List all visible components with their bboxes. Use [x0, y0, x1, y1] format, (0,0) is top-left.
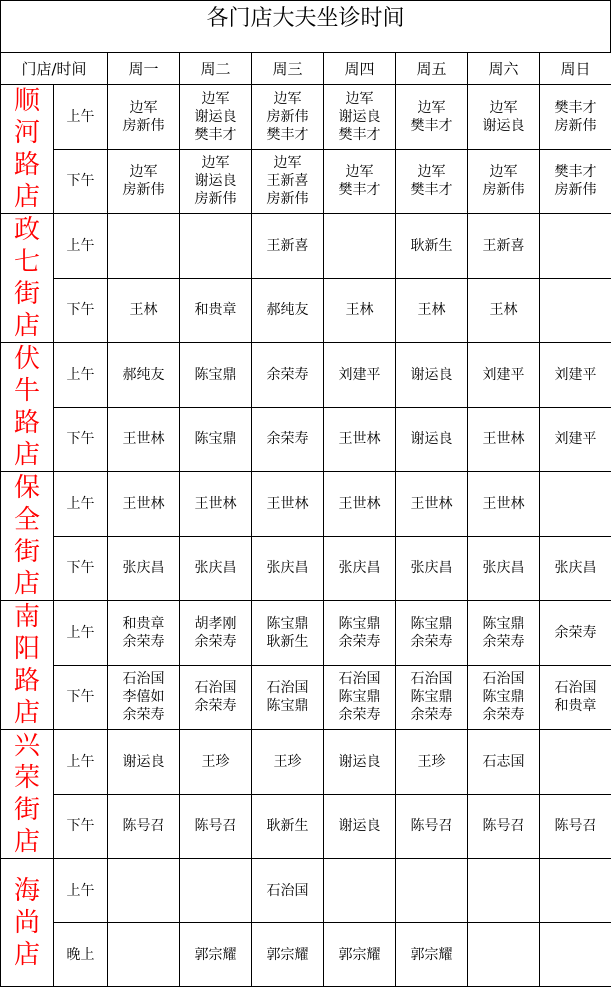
schedule-cell: [540, 278, 611, 343]
schedule-cell: [324, 665, 396, 730]
doctor-name: 谢运良: [396, 430, 467, 448]
schedule-cell: [108, 859, 180, 923]
doctor-name: 石治国: [324, 670, 395, 688]
doctor-name: 余荣寿: [468, 706, 539, 724]
doctor-name: 王世林: [108, 495, 179, 513]
schedule-cell: [252, 472, 324, 537]
doctor-name: 郝纯友: [108, 366, 179, 384]
doctor-name: 石志国: [468, 753, 539, 771]
schedule-cell: [540, 214, 611, 279]
doctor-name: 谢运良: [324, 108, 395, 126]
doctor-name: 房新伟: [540, 181, 611, 199]
time-slot-label: 下午: [54, 794, 108, 859]
doctor-name: 张庆昌: [396, 559, 467, 577]
doctor-name: 边军: [108, 163, 179, 181]
schedule-cell: [540, 794, 611, 859]
schedule-cell: [540, 472, 611, 537]
schedule-cell: [396, 343, 468, 408]
schedule-cell: [396, 859, 468, 923]
schedule-cell: [180, 407, 252, 472]
doctor-name: 陈宝鼎: [252, 615, 323, 633]
doctor-name: 樊丰才: [252, 126, 323, 144]
doctor-name: 樊丰才: [180, 126, 251, 144]
doctor-name: 谢运良: [180, 108, 251, 126]
doctor-name: 边军: [468, 99, 539, 117]
doctor-name: 樊丰才: [540, 163, 611, 181]
doctor-name: 王新喜: [252, 172, 323, 190]
doctor-name: 王世林: [324, 495, 395, 513]
schedule-cell: [468, 343, 540, 408]
schedule-cell: [108, 923, 180, 987]
doctor-name: 边军: [396, 163, 467, 181]
schedule-row: [1, 665, 611, 730]
schedule-cell: [396, 665, 468, 730]
store-name: 政七街店: [1, 214, 54, 343]
doctor-name: 陈宝鼎: [252, 697, 323, 715]
schedule-cell: [324, 472, 396, 537]
day-header: 周日: [540, 53, 611, 85]
time-slot-label: 上午: [54, 472, 108, 537]
schedule-cell: [396, 536, 468, 601]
schedule-row: [1, 214, 611, 279]
doctor-name: 王新喜: [468, 237, 539, 255]
schedule-cell: [252, 923, 324, 987]
schedule-cell: [108, 665, 180, 730]
doctor-name: 边军: [180, 90, 251, 108]
schedule-row: [1, 730, 611, 795]
doctor-name: 边军: [252, 154, 323, 172]
doctor-name: 和贵章: [108, 615, 179, 633]
schedule-row: [1, 149, 611, 214]
schedule-cell: [252, 601, 324, 666]
doctor-name: 陈宝鼎: [180, 430, 251, 448]
time-slot-label: 上午: [54, 85, 108, 150]
schedule-cell: [108, 214, 180, 279]
doctor-name: 郭宗耀: [396, 946, 467, 964]
schedule-cell: [252, 149, 324, 214]
doctor-name: 陈宝鼎: [324, 615, 395, 633]
schedule-cell: [540, 407, 611, 472]
time-slot-label: 上午: [54, 214, 108, 279]
corner-header: 门店/时间: [1, 53, 108, 85]
schedule-cell: [540, 859, 611, 923]
schedule-cell: [324, 149, 396, 214]
schedule-cell: [468, 665, 540, 730]
doctor-name: 王世林: [180, 495, 251, 513]
schedule-cell: [468, 472, 540, 537]
schedule-cell: [540, 665, 611, 730]
schedule-cell: [108, 85, 180, 150]
time-slot-label: 下午: [54, 665, 108, 730]
doctor-name: 陈宝鼎: [468, 688, 539, 706]
doctor-name: 张庆昌: [252, 559, 323, 577]
schedule-cell: [324, 343, 396, 408]
doctor-name: 和贵章: [180, 301, 251, 319]
doctor-name: 余荣寿: [396, 706, 467, 724]
schedule-cell: [252, 407, 324, 472]
doctor-name: 余荣寿: [324, 633, 395, 651]
schedule-cell: [396, 407, 468, 472]
doctor-name: 王林: [108, 301, 179, 319]
schedule-cell: [324, 407, 396, 472]
doctor-name: 边军: [252, 90, 323, 108]
schedule-cell: [468, 859, 540, 923]
schedule-cell: [468, 407, 540, 472]
schedule-cell: [540, 85, 611, 150]
doctor-name: 边军: [324, 163, 395, 181]
doctor-name: 耿新生: [396, 237, 467, 255]
schedule-cell: [108, 407, 180, 472]
doctor-name: 石治国: [252, 882, 323, 900]
schedule-cell: [180, 859, 252, 923]
doctor-name: 郭宗耀: [252, 946, 323, 964]
doctor-name: 陈宝鼎: [396, 615, 467, 633]
schedule-cell: [468, 536, 540, 601]
schedule-cell: [180, 214, 252, 279]
doctor-name: 刘建平: [540, 430, 611, 448]
schedule-cell: [396, 794, 468, 859]
doctor-name: 余荣寿: [468, 633, 539, 651]
schedule-cell: [468, 278, 540, 343]
time-slot-label: 上午: [54, 601, 108, 666]
schedule-cell: [180, 601, 252, 666]
doctor-name: 樊丰才: [324, 126, 395, 144]
doctor-name: 谢运良: [324, 753, 395, 771]
day-header: 周六: [468, 53, 540, 85]
schedule-cell: [252, 343, 324, 408]
doctor-name: 王林: [468, 301, 539, 319]
schedule-cell: [540, 730, 611, 795]
schedule-cell: [468, 794, 540, 859]
schedule-cell: [324, 278, 396, 343]
doctor-name: 边军: [108, 99, 179, 117]
doctor-name: 房新伟: [468, 181, 539, 199]
schedule-cell: [252, 665, 324, 730]
schedule-cell: [108, 149, 180, 214]
doctor-name: 余荣寿: [396, 633, 467, 651]
time-slot-label: 下午: [54, 407, 108, 472]
doctor-name: 陈号召: [108, 817, 179, 835]
schedule-cell: [396, 730, 468, 795]
doctor-name: 王世林: [252, 495, 323, 513]
schedule-cell: [108, 794, 180, 859]
schedule-row: [1, 472, 611, 537]
doctor-name: 余荣寿: [108, 633, 179, 651]
doctor-name: 王世林: [396, 495, 467, 513]
doctor-name: 余荣寿: [180, 697, 251, 715]
day-header: 周四: [324, 53, 396, 85]
schedule-body: [1, 85, 611, 987]
schedule-cell: [324, 794, 396, 859]
schedule-row: [1, 343, 611, 408]
schedule-row: [1, 536, 611, 601]
doctor-name: 边军: [468, 163, 539, 181]
time-slot-label: 下午: [54, 149, 108, 214]
doctor-name: 刘建平: [540, 366, 611, 384]
doctor-name: 郭宗耀: [180, 946, 251, 964]
schedule-cell: [108, 278, 180, 343]
schedule-row: [1, 923, 611, 987]
schedule-cell: [540, 601, 611, 666]
doctor-name: 谢运良: [108, 753, 179, 771]
schedule-cell: [108, 601, 180, 666]
doctor-name: 樊丰才: [396, 117, 467, 135]
doctor-name: 余荣寿: [540, 624, 611, 642]
doctor-name: 余荣寿: [252, 430, 323, 448]
doctor-name: 石治国: [396, 670, 467, 688]
doctor-name: 樊丰才: [396, 181, 467, 199]
store-name: 南阳路店: [1, 601, 54, 730]
doctor-name: 余荣寿: [180, 633, 251, 651]
schedule-cell: [324, 601, 396, 666]
schedule-row: [1, 407, 611, 472]
time-slot-label: 上午: [54, 859, 108, 923]
schedule-cell: [252, 278, 324, 343]
schedule-cell: [468, 85, 540, 150]
schedule-cell: [180, 536, 252, 601]
schedule-row: [1, 794, 611, 859]
schedule-cell: [396, 85, 468, 150]
doctor-name: 陈宝鼎: [396, 688, 467, 706]
schedule-cell: [108, 536, 180, 601]
schedule-cell: [252, 859, 324, 923]
doctor-name: 张庆昌: [540, 559, 611, 577]
doctor-name: 耿新生: [252, 817, 323, 835]
schedule-cell: [396, 214, 468, 279]
schedule-cell: [468, 601, 540, 666]
time-slot-label: 下午: [54, 278, 108, 343]
schedule-cell: [180, 149, 252, 214]
schedule-cell: [468, 730, 540, 795]
schedule-row: [1, 601, 611, 666]
schedule-cell: [396, 472, 468, 537]
doctor-name: 王世林: [468, 495, 539, 513]
schedule-cell: [540, 149, 611, 214]
doctor-name: 房新伟: [108, 117, 179, 135]
schedule-cell: [324, 536, 396, 601]
doctor-name: 边军: [180, 154, 251, 172]
schedule-cell: [252, 85, 324, 150]
doctor-name: 谢运良: [468, 117, 539, 135]
store-name: 海尚店: [1, 859, 54, 987]
schedule-cell: [180, 665, 252, 730]
schedule-cell: [540, 923, 611, 987]
schedule-cell: [324, 859, 396, 923]
doctor-name: 王世林: [468, 430, 539, 448]
doctor-name: 王珍: [396, 753, 467, 771]
doctor-name: 谢运良: [396, 366, 467, 384]
doctor-name: 余荣寿: [108, 706, 179, 724]
day-header: 周五: [396, 53, 468, 85]
doctor-name: 和贵章: [540, 697, 611, 715]
time-slot-label: 下午: [54, 536, 108, 601]
doctor-name: 刘建平: [324, 366, 395, 384]
doctor-name: 谢运良: [180, 172, 251, 190]
day-header: 周三: [252, 53, 324, 85]
doctor-name: 樊丰才: [324, 181, 395, 199]
doctor-name: 余荣寿: [252, 366, 323, 384]
doctor-name: 房新伟: [180, 190, 251, 208]
doctor-name: 郭宗耀: [324, 946, 395, 964]
doctor-name: 房新伟: [252, 190, 323, 208]
doctor-name: 王新喜: [252, 237, 323, 255]
doctor-name: 郝纯友: [252, 301, 323, 319]
schedule-cell: [180, 730, 252, 795]
doctor-name: 张庆昌: [180, 559, 251, 577]
schedule-cell: [324, 214, 396, 279]
header-row: [1, 53, 611, 85]
sheet-title: 各门店大夫坐诊时间: [0, 0, 611, 52]
schedule-cell: [108, 730, 180, 795]
store-name: 顺河路店: [1, 85, 54, 214]
schedule-cell: [252, 536, 324, 601]
doctor-name: 石治国: [540, 679, 611, 697]
store-name: 伏牛路店: [1, 343, 54, 472]
doctor-name: 王林: [324, 301, 395, 319]
schedule-cell: [252, 730, 324, 795]
doctor-name: 房新伟: [540, 117, 611, 135]
schedule-cell: [180, 472, 252, 537]
time-slot-label: 上午: [54, 343, 108, 408]
time-slot-label: 晚上: [54, 923, 108, 987]
doctor-name: 王世林: [324, 430, 395, 448]
doctor-name: 陈宝鼎: [324, 688, 395, 706]
schedule-cell: [180, 923, 252, 987]
doctor-name: 石治国: [468, 670, 539, 688]
doctor-name: 石治国: [252, 679, 323, 697]
schedule-cell: [396, 923, 468, 987]
doctor-name: 房新伟: [108, 181, 179, 199]
store-name: 兴荣街店: [1, 730, 54, 859]
doctor-name: 李僖如: [108, 688, 179, 706]
schedule-cell: [252, 214, 324, 279]
doctor-name: 王珍: [180, 753, 251, 771]
schedule-cell: [396, 278, 468, 343]
schedule-cell: [468, 923, 540, 987]
schedule-cell: [540, 343, 611, 408]
doctor-name: 陈号召: [396, 817, 467, 835]
doctor-name: 胡孝刚: [180, 615, 251, 633]
doctor-name: 边军: [324, 90, 395, 108]
doctor-name: 张庆昌: [108, 559, 179, 577]
day-header: 周二: [180, 53, 252, 85]
doctor-name: 房新伟: [252, 108, 323, 126]
doctor-name: 刘建平: [468, 366, 539, 384]
schedule-row: [1, 85, 611, 150]
doctor-name: 陈宝鼎: [468, 615, 539, 633]
schedule-cell: [324, 730, 396, 795]
time-slot-label: 上午: [54, 730, 108, 795]
doctor-name: 陈号召: [540, 817, 611, 835]
doctor-name: 张庆昌: [324, 559, 395, 577]
doctor-name: 王世林: [108, 430, 179, 448]
schedule-cell: [252, 794, 324, 859]
doctor-name: 王林: [396, 301, 467, 319]
doctor-name: 余荣寿: [324, 706, 395, 724]
store-name: 保全街店: [1, 472, 54, 601]
doctor-name: 石治国: [108, 670, 179, 688]
schedule-cell: [540, 536, 611, 601]
schedule-cell: [180, 794, 252, 859]
schedule-cell: [108, 472, 180, 537]
schedule-cell: [324, 85, 396, 150]
schedule-table: [0, 52, 611, 987]
schedule-cell: [180, 85, 252, 150]
doctor-name: 王珍: [252, 753, 323, 771]
schedule-row: [1, 859, 611, 923]
doctor-name: 石治国: [180, 679, 251, 697]
doctor-name: 陈号召: [180, 817, 251, 835]
schedule-cell: [180, 343, 252, 408]
schedule-cell: [396, 601, 468, 666]
day-header: 周一: [108, 53, 180, 85]
doctor-name: 边军: [396, 99, 467, 117]
doctor-name: 谢运良: [324, 817, 395, 835]
schedule-cell: [396, 149, 468, 214]
doctor-name: 陈号召: [468, 817, 539, 835]
schedule-row: [1, 278, 611, 343]
doctor-name: 樊丰才: [540, 99, 611, 117]
schedule-cell: [468, 214, 540, 279]
doctor-name: 张庆昌: [468, 559, 539, 577]
doctor-name: 耿新生: [252, 633, 323, 651]
schedule-cell: [324, 923, 396, 987]
schedule-cell: [180, 278, 252, 343]
schedule-cell: [468, 149, 540, 214]
schedule-cell: [108, 343, 180, 408]
doctor-name: 陈宝鼎: [180, 366, 251, 384]
